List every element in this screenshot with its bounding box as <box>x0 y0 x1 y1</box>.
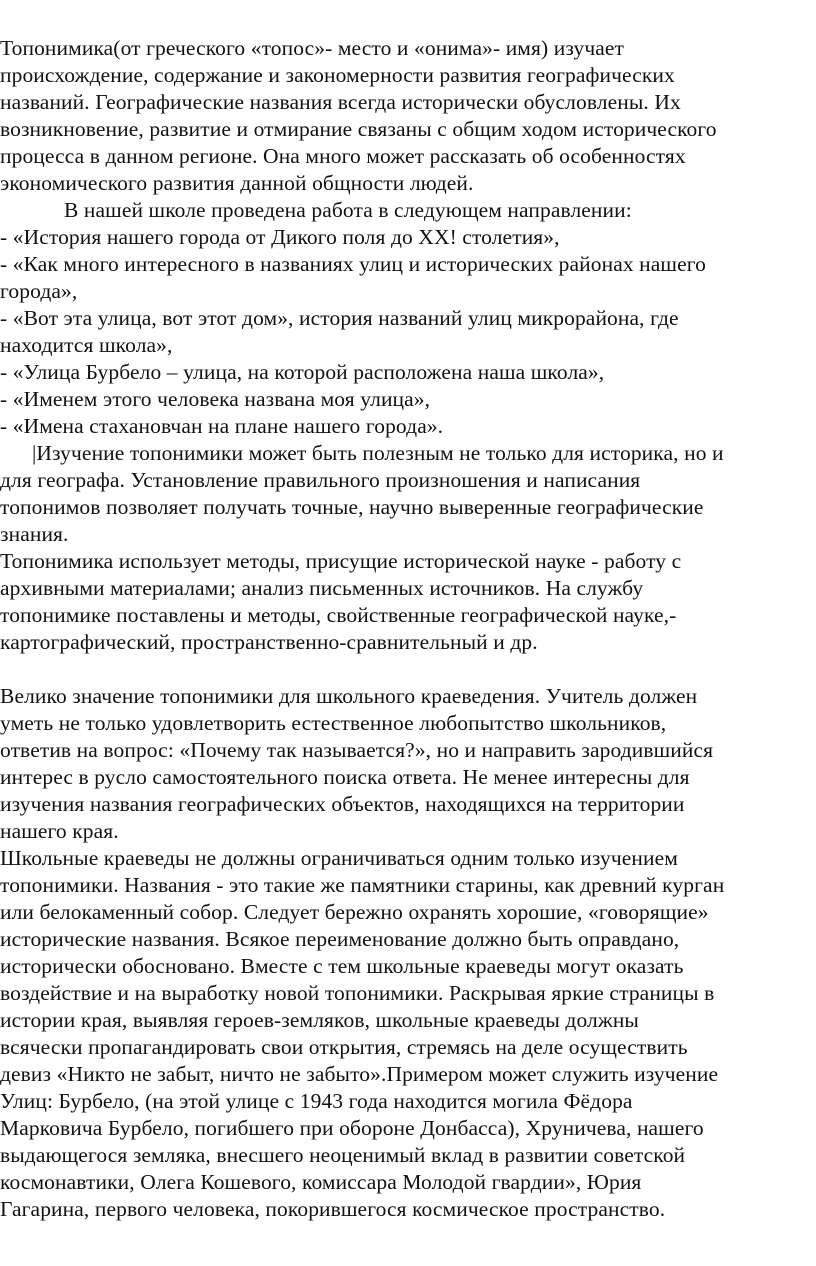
text-line: исторические названия. Всякое переименование должно быть оправдано, <box>0 927 680 951</box>
text-line: топонимов позволяет получать точные, научно выверенные географические <box>0 495 704 519</box>
text-line: девиз «Никто не забыт, ничто не забыто».Примером может служить изучение <box>0 1062 719 1086</box>
text-line: космонавтики, Олега Кошевого, комиссара Молодой гвардии», Юрия <box>0 1170 642 1194</box>
list-item: - «Улица Бурбело – улица, на которой расположена наша школа», <box>0 360 605 384</box>
text-line: процесса в данном регионе. Она много может рассказать об особенностях <box>0 144 686 168</box>
text-line: исторически обосновано. Вместе с тем школьные краеведы могут оказать <box>0 954 684 978</box>
text-line: происхождение, содержание и закономерности развития географических <box>0 63 675 87</box>
text-line: ответив на вопрос: «Почему так называется?», но и направить зародившийся <box>0 738 714 762</box>
text-line: возникновение, развитие и отмирание связаны с общим ходом исторического <box>0 117 717 141</box>
text-line: Марковича Бурбело, погибшего при обороне Донбасса), Хруничева, нашего <box>0 1116 704 1140</box>
list-item: - «История нашего города от Дикого поля до ХХ! столетия», <box>0 225 560 249</box>
text-line: нашего края. <box>0 819 119 843</box>
text-line: знания. <box>0 522 69 546</box>
text-line: названий. Географические названия всегда исторически обусловлены. Их <box>0 90 681 114</box>
list-item: - «Имена стахановчан на плане нашего города». <box>0 414 444 438</box>
text-line: или белокаменный собор. Следует бережно охранять хорошие, «говорящие» <box>0 900 709 924</box>
text-line: картографический, пространственно-сравнительный и др. <box>0 630 538 654</box>
text-line: истории края, выявляя героев-земляков, школьные краеведы должны <box>0 1008 639 1032</box>
text-line: для географа. Установление правильного произношения и написания <box>0 468 641 492</box>
text-line: Велико значение топонимики для школьного краеведения. Учитель должен <box>0 684 698 708</box>
text-line: интерес в русло самостоятельного поиска ответа. Не менее интересны для <box>0 765 690 789</box>
text-line: архивными материалами; анализ письменных источников. На службу <box>0 576 644 600</box>
list-item: - «Как много интересного в названиях улиц и исторических районах нашего <box>0 252 706 276</box>
text-line: всячески пропагандировать свои открытия, стремясь на деле осуществить <box>0 1035 688 1059</box>
text-line: В нашей школе проведена работа в следующем направлении: <box>64 198 632 222</box>
text-line: |Изучение топонимики может быть полезным не только для историка, но и <box>32 441 724 465</box>
text-line: Топонимика использует методы, присущие исторической науке - работу с <box>0 549 682 573</box>
text-line: Школьные краеведы не должны ограничиваться одним только изучением <box>0 846 678 870</box>
text-line: Гагарина, первого человека, покорившегося космическое пространство. <box>0 1197 666 1221</box>
text-line: Топонимика(от греческого «топос»- место и «онима»- имя) изучает <box>0 36 625 60</box>
text-line: топонимики. Названия - это такие же памятники старины, как древний курган <box>0 873 725 897</box>
text-line: находится школа», <box>0 333 173 357</box>
list-item: - «Именем этого человека названа моя улица», <box>0 387 431 411</box>
text-line: города», <box>0 279 78 303</box>
text-line: уметь не только удовлетворить естественное любопытство школьников, <box>0 711 667 735</box>
text-line: топонимике поставлены и методы, свойственные географической науке,- <box>0 603 677 627</box>
text-line: изучения названия географических объектов, находящихся на территории <box>0 792 685 816</box>
text-line: экономического развития данной общности людей. <box>0 171 474 195</box>
text-line: воздействие и на выработку новой топонимики. Раскрывая яркие страницы в <box>0 981 715 1005</box>
text-line: Улиц: Бурбело, (на этой улице с 1943 года находится могила Фёдора <box>0 1089 633 1113</box>
list-item: - «Вот эта улица, вот этот дом», история названий улиц микрорайона, где <box>0 306 679 330</box>
text-line: выдающегося земляка, внесшего неоценимый вклад в развитии советской <box>0 1143 686 1167</box>
